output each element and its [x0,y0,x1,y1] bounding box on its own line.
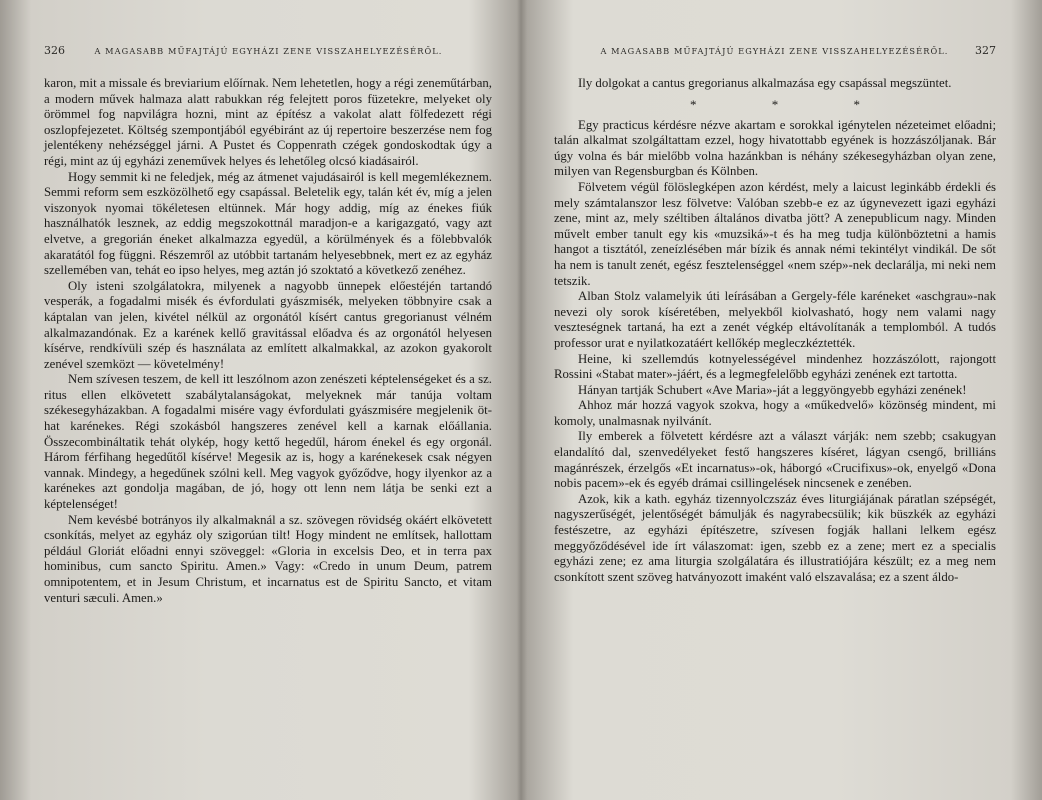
left-page-body [44,76,492,606]
paragraph: Hányan tartják Schubert «Ave Maria»-ját a leggyöngyebb egyházi zenének! [578,382,967,397]
left-page-number: 326 [44,44,65,57]
paragraph: Heine, ki szellemdús kotnyelességével mindenhez hozzászólott, rajongott Rossini «Stabat mater»-jáért, és a legmegfelelőbb egyházi zenének ezt tartotta. [554,351,996,382]
right-page-body [554,76,996,585]
right-page [524,0,1042,800]
paragraph: Ahhoz már hozzá vagyok szokva, hogy a «műkedvelő» közönség mindent, mi komoly, unalmasnak nyilvánít. [554,398,996,428]
paragraph: Nem szívesen teszem, de kell itt leszólnom azon zenészeti képtelenségeket és a sz. ritus ellen elkövetett szabálytalanságokat, melyeknek már tanúja voltam székesegyházakban. A fogadalmi misére vagy évfordulati gyászmisére megjelenik öt-hat karénekes. Régi szokásból hangszeres zenével kell a karnak előállania. Összecombináltatik tehát olykép, hogy kettő hegedűl, három énekel és egy orgonál. Három férfihang hegedűtől kísérve! Megesik az is, hogy a karénekesek csak négyen vannak. Mindegy, a hegedűnek szólni kell. Meg vagyok győződve, hogy ilyenkor az a karénekes azt gondolja magában, de jó, hogy ott lenn nem látja be senki ezt a képtelenséget! [44,372,492,512]
right-page-header [554,44,996,60]
paragraph: Ily emberek a fölvetett kérdésre azt a választ várják: nem szebb; csakugyan elandalító dal, szenvedélyeket festő hangszeres kíséret, lágyan csengő, brilliáns magánrészek, érzelgős «Et incarnatus»-ok, háborgó «Crucifixus»-ok, enyelgő «Dona nobis pacem»-ek és egyéb drámai csillingelések nincsenek e zenében. [554,429,996,491]
paragraph: Ily dolgokat a cantus gregorianus alkalmazása egy csapással megszüntet. [578,76,952,90]
right-page-number: 327 [974,44,996,57]
paragraph: Fölvetem végül fölöslegképen azon kérdést, mely a laicust leginkább érdekli és mely számtalanszor lesz fölvetve: Valóban szebb-e ez az úgynevezett igazi egyházi zene, mint az, mely széltiben általános divatba jött? A zenepublicum nagy. Minden művelt ember tanult egy kis «muzsiká»-t és ha meg tudja különböztetni a hamis hangot a tisztától, zeneízlésében már bízik és annak némi tekintélyt vindikál. De sőt ha nem is tanult zenét, egész fesztelenséggel «nem szép»-nek declarálja, mi neki nem tetszik. [554,179,996,288]
paragraph: Azok, kik a kath. egyház tizennyolczszáz éves liturgiájának páratlan szépségét, nagyszerűségét, jelentőségét bámulják és nagyrabecsülik; kik büszkék az egyházi festészetre, az egyházi építészetre, szívesen fogják hallani lelkem egész meggyőződésével ide írt válaszomat: igen, szebb ez a zene; mert ez a specialis egyházi zene; ez ama liturgia szolgálatára és illustratiójára készült; ez a meg nem csonkított szent szöveg hatványozott imaként való elszavalása; ez a szent áldo- [554,491,996,584]
paragraph: karon, mit a missale és breviarium előírnak. Nem lehetetlen, hogy a régi zeneműtárban, a modern művek halmaza alatt rabukkan rég felejtett poros füzetekre, melyeket oly örömmel fog napvilágra hozni, mint az építész a vakolat alatt fölfedezett régi oszlopfejezetet. Költség szempontjából egyébiránt az új repertoire beszerzése nem fog jelentékeny nehézséggel járni. A Pustet és Coppenrath czégek gondoskodtak úgy a régi, mint az új egyházi zeneművek helyes és lehetőleg olcsó kiadásairól. [44,76,492,168]
paragraph: Nem kevésbé botrányos ily alkalmaknál a sz. szövegen rövidség okáért elkövetett csonkítás, melyet az egyház oly szigorúan tilt! Hogy mindent ne említsek, hallottam például Gloriát előadni ennyi szöveggel: «Gloria in excelsis Deo, et in terra pax hominibus, cum sancto Spiritu. Amen.» Vagy: «Credo in unum Deum, patrem omnipotentem, et in Jesum Christum, et incarnatus est de Spiritu Sancto, et vitam venturi sæculi. Amen.» [44,512,492,605]
paragraph: Oly isteni szolgálatokra, milyenek a nagyobb ünnepek előestéjén tartandó vesperák, a fogadalmi misék és évfordulati gyászmisék, melyeken többnyire csak a káptalan van jelen, kivétel nélkül az orgonától kísért cantus gregorianust vélném alkalmazandónak. Ez a karének kellő gravitással előadva és az orgonától helyesen kísérve, rendkívüli szép és használata az említett alkalmakkal, az azokon gyakorolt zenével szemközt — követelmény! [44,278,492,371]
right-running-header: A MAGASABB MŰFAJTÁJÚ EGYHÁZI ZENE VISSZAHELYEZÉSÉRŐL. [600,46,949,56]
paragraph: Alban Stolz valamelyik úti leírásában a Gergely-féle karéneket «aschgrau»-nak nevezi oly sorok kíséretében, melyekből kiolvasható, hogy nem valami nagy veszteségnek tartaná, ha ezt a zenét végkép eltávolítanák a templomból. A tudós professor urat e nyilatkozatáért kellőkép megleczkéztették. [554,289,996,350]
left-running-header: A MAGASABB MŰFAJTÁJÚ EGYHÁZI ZENE VISSZAHELYEZÉSÉRŐL. [94,46,443,56]
left-page [0,0,518,800]
paragraph: Hogy semmit ki ne feledjek, még az átmenet vajudásairól is kell megemlékeznem. Semmi reform sem eszközölhető egy csapással. Beletelik egy, talán két év, míg a jelen viszonyok nyomai tökéletesen eltünnek. Már hogy addig, míg az énekes fiúk használhatók lesznek, az eddig megszokottnál maradjon-e a karigazgató, vagy azt elvetve, a gregorián éneket alkalmazza egyedül, a körülmények és a fölebbvalók akaratától fog függni. Részemről az utóbbit tartanám helyesebbnek, mert ez az egyház szellemében van, tehát eo ipso helyes, meg aztán jó szoktató a következő zenéhez. [44,169,492,278]
paragraph: Egy practicus kérdésre nézve akartam e sorokkal igénytelen nézeteimet előadni; talán alkalmat szolgáltattam ezzel, hogy hivatottabb egyének is hozzászóljanak. Bár úgy volna és bár mielőbb volna hazánkban is néhány székesegyházban olyan zene, milyen van Regensburgban és Kölnben. [554,117,996,179]
left-page-header [44,44,492,60]
section-separator: * * * [690,96,896,112]
